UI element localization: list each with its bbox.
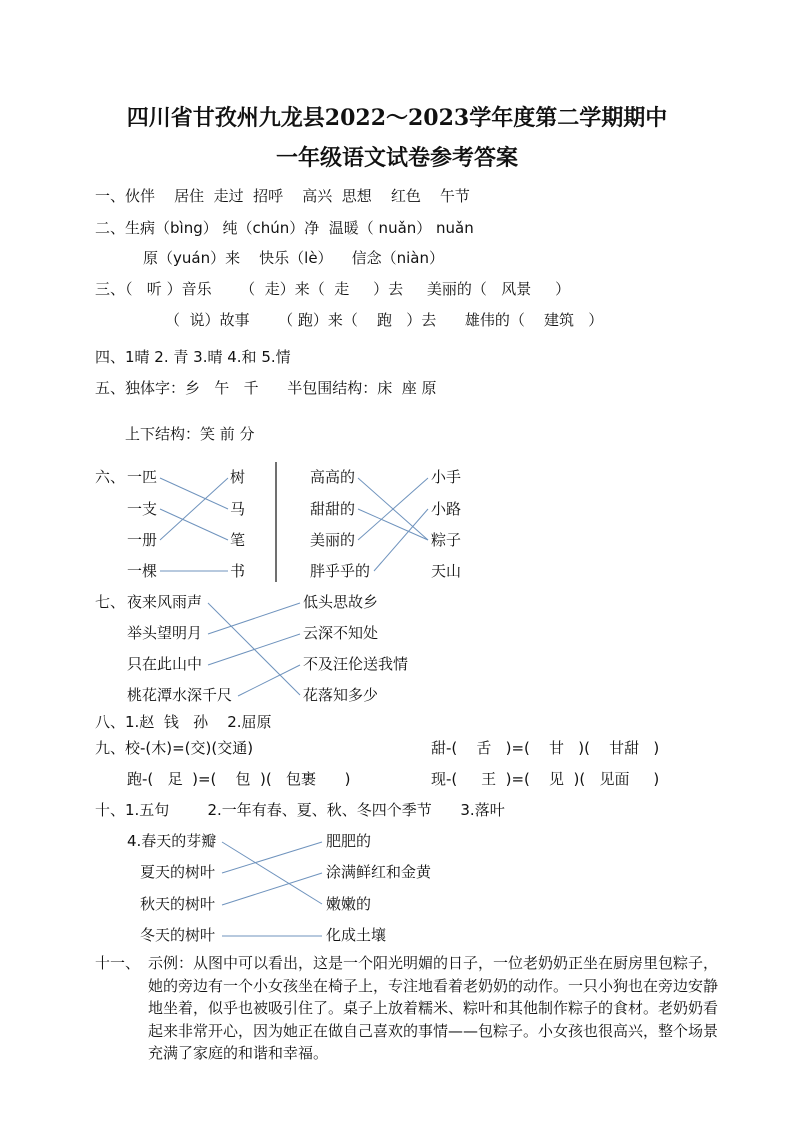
- q6-left-b-item: 树: [230, 468, 246, 486]
- q7-left-item: 夜来风雨声: [127, 593, 203, 611]
- q6-right-a-item: 甜甜的: [310, 500, 356, 518]
- q6-right-b-item: 小手: [431, 468, 462, 486]
- q10-right-item: 涂满鲜红和金黄: [326, 863, 432, 881]
- q6-left-b-item: 马: [230, 500, 246, 518]
- q6-left-b-item: 书: [230, 562, 246, 580]
- q7-right-item: 不及汪伦送我情: [303, 655, 409, 673]
- q6-right-a-item: 高高的: [310, 468, 356, 486]
- q7-prefix: 七、: [95, 593, 126, 611]
- q5-row2: 上下结构：笑 前 分: [125, 425, 255, 443]
- q6-left-a-item: 一棵: [127, 562, 158, 580]
- exam-title-line2: 一年级语文试卷参考答案: [275, 145, 518, 171]
- q11-answer-text: 示例：从图中可以看出，这是一个阳光明媚的日子，一位老奶奶正坐在厨房里包粽子，她的旁边有一个小女孩坐在椅子上，专注地看着老奶奶的动作。一只小狗也在旁边安静地坐着，似乎也被吸引住了。桌子上放着糯米、粽叶和其他制作粽子的食材。老奶奶看起来非常开心，因为她正在做自己喜欢的事情——包粽子。小女孩也很高兴，整个场景充满了家庭的和谐和幸福。: [148, 954, 719, 1062]
- q7-left-item: 举头望明月: [127, 624, 203, 642]
- q10-left-item: 秋天的树叶: [140, 895, 216, 913]
- q2-row2: 原（yuán）来 快乐（lè） 信念（niàn）: [143, 249, 444, 267]
- q6-left-a-item: 一支: [127, 500, 158, 518]
- q6-prefix: 六、: [95, 468, 126, 486]
- q1-answers: 一、伙伴 居住 走过 招呼 高兴 思想 红色 午节: [95, 187, 470, 205]
- q6-right-a-item: 美丽的: [310, 531, 356, 549]
- q7-left-item: 桃花潭水深千尺: [127, 686, 233, 704]
- q6-right-b-item: 小路: [431, 500, 462, 518]
- q9-item-a: 九、校-(木)=(交)(交通): [95, 739, 254, 757]
- q7-right-item: 低头思故乡: [303, 593, 379, 611]
- q6-left-b-item: 笔: [230, 531, 246, 549]
- q3-row2: （ 说）故事 （ 跑）来（ 跑 ）去 雄伟的（ 建筑 ）: [165, 311, 604, 329]
- q10-left-item: 冬天的树叶: [140, 926, 216, 944]
- q9-item-b: 甜-( 舌 )=( 甘 )( 甘甜 ): [431, 739, 660, 757]
- q6-right-a-item: 胖乎乎的: [310, 562, 371, 580]
- q9-item-c: 跑-( 足 )=( 包 )( 包裹 ): [127, 770, 351, 788]
- q6-right-b-item: 天山: [431, 562, 462, 580]
- q9-item-d: 现-( 王 )=( 见 )( 见面 ): [431, 770, 660, 788]
- q10-right-item: 肥肥的: [326, 832, 372, 850]
- q7-left-item: 只在此山中: [127, 655, 203, 673]
- q8-answers: 八、1.赵 钱 孙 2.屈原: [95, 713, 272, 731]
- q6-left-a-item: 一册: [127, 531, 158, 549]
- q10-left-item: 夏天的树叶: [140, 863, 216, 881]
- q5-row1: 五、独体字：乡 午 千 半包围结构：床 座 原: [95, 379, 437, 397]
- q2-row1: 二、生病（bìng） 纯（chún）净 温暖（ nuǎn） nuǎn: [95, 219, 474, 237]
- q6-right-b-item: 粽子: [431, 531, 462, 549]
- q7-right-item: 云深不知处: [303, 624, 379, 642]
- q10-row1: 十、1.五句 2.一年有春、夏、秋、冬四个季节 3.落叶: [95, 801, 505, 819]
- q7-right-item: 花落知多少: [303, 686, 379, 704]
- q6-left-a-item: 一匹: [127, 468, 158, 486]
- q3-row1: 三、（ 听 ）音乐 （ 走）来（ 走 ）去 美丽的（ 风景 ）: [95, 280, 571, 298]
- q10-right-item: 化成土壤: [326, 926, 387, 944]
- q4-answers: 四、1晴 2. 青 3.晴 4.和 5.情: [95, 348, 291, 366]
- exam-title-line1: 四川省甘孜州九龙县2022～2023学年度第二学期期中: [126, 105, 668, 131]
- q10-left-item: 4.春天的芽瓣: [127, 832, 217, 850]
- q10-right-item: 嫩嫩的: [326, 895, 372, 913]
- q11-prefix: 十一、: [95, 954, 141, 972]
